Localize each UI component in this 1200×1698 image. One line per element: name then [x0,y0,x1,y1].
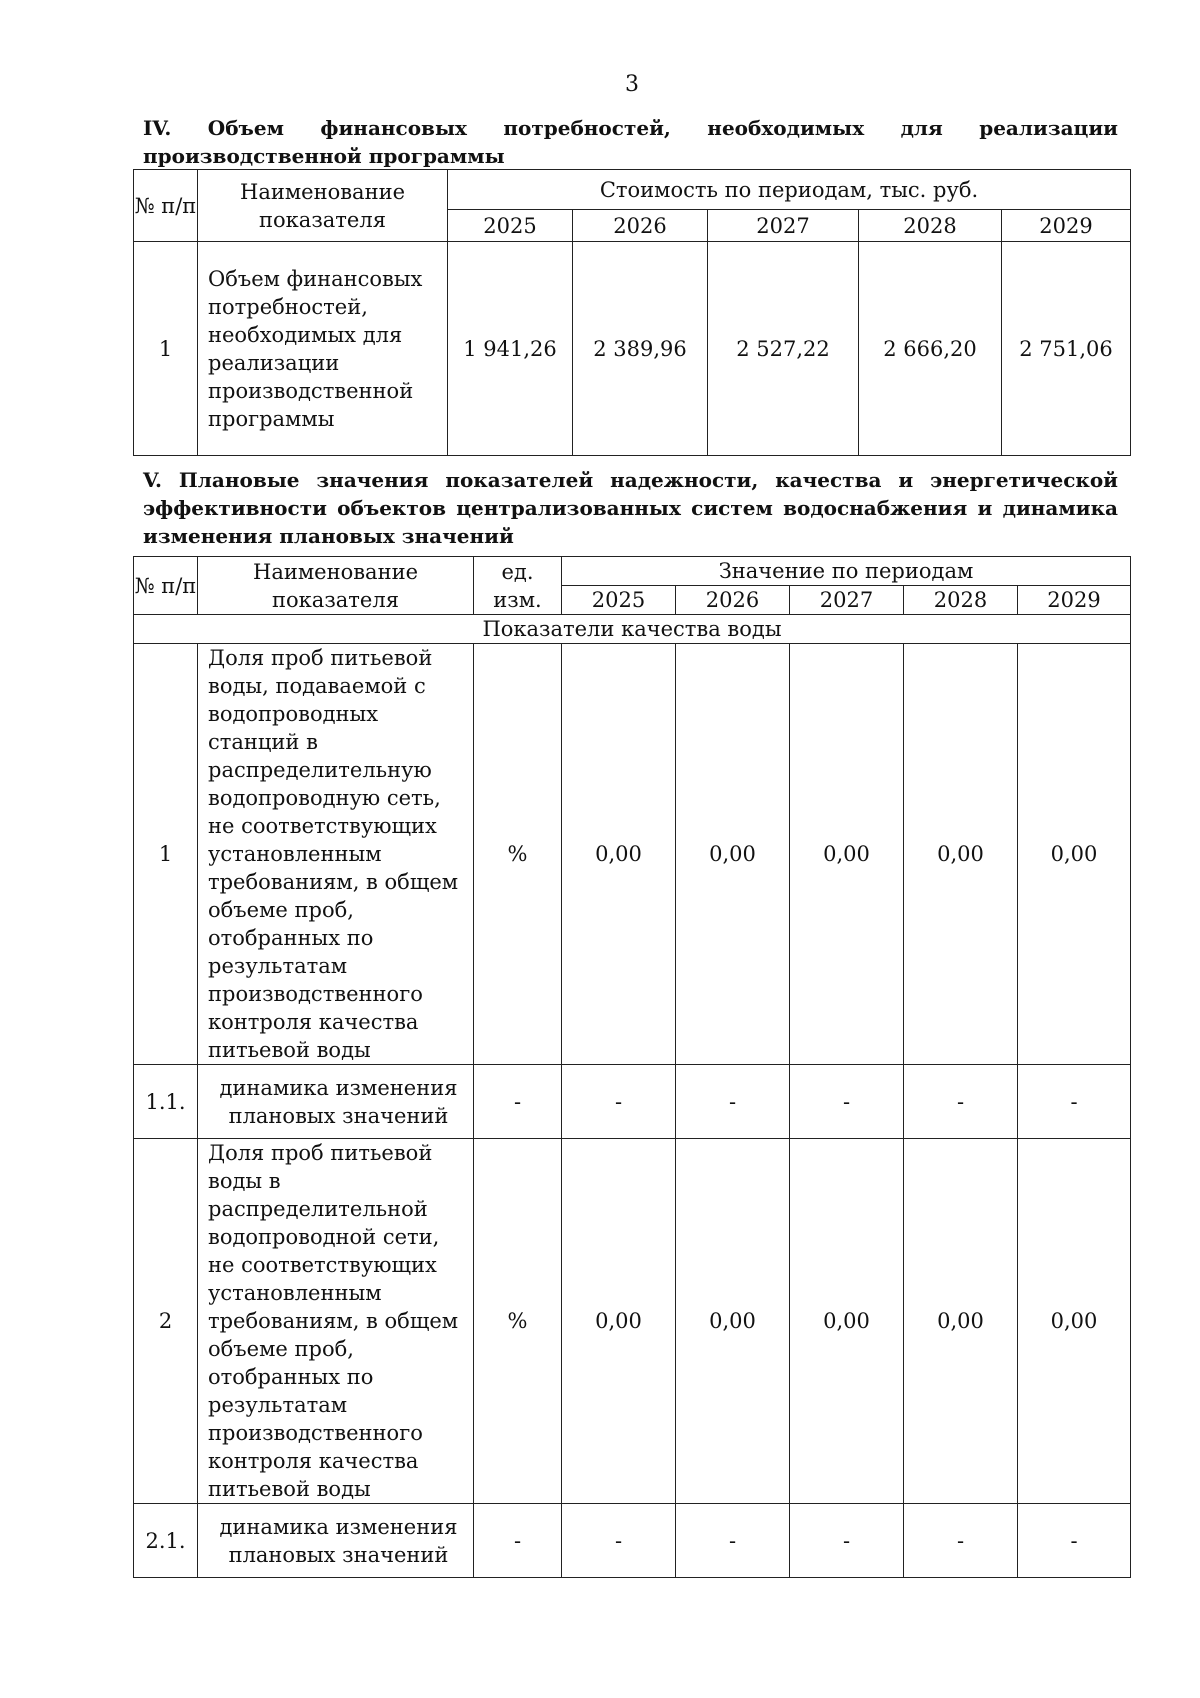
table-header-row [134,170,1131,210]
row-value: 2 751,06 [1002,242,1131,456]
row-value: 0,00 [1018,1139,1131,1504]
header-num: № п/п [134,170,198,242]
row-unit: - [474,1065,562,1139]
header-year: 2026 [676,586,790,615]
header-year: 2027 [708,210,859,242]
table-row [134,1139,1131,1504]
row-name: Объем финансовых потребностей, необходимых для реализации производственной программы [198,242,448,456]
table-row [134,644,1131,1065]
header-year: 2028 [904,586,1018,615]
row-num: 1 [134,242,198,456]
header-name: Наименование показателя [198,557,474,615]
row-value: - [790,1504,904,1578]
row-value: 0,00 [1018,644,1131,1065]
header-year: 2026 [573,210,708,242]
row-value: 0,00 [790,644,904,1065]
row-value: 2 527,22 [708,242,859,456]
row-value: 0,00 [904,1139,1018,1504]
row-value: 0,00 [562,1139,676,1504]
row-value: - [676,1504,790,1578]
row-value: 0,00 [676,1139,790,1504]
header-num: № п/п [134,557,198,615]
row-unit: - [474,1504,562,1578]
financial-needs-table [133,169,1131,456]
header-year: 2027 [790,586,904,615]
row-num: 1 [134,644,198,1065]
row-value: - [904,1065,1018,1139]
row-name: динамика изменения плановых значений [198,1065,474,1139]
table-row [134,242,1131,456]
row-num: 1.1. [134,1065,198,1139]
group-row [134,615,1131,644]
table-row [134,1065,1131,1139]
row-value: 0,00 [790,1139,904,1504]
row-num: 2.1. [134,1504,198,1578]
row-value: 2 666,20 [859,242,1002,456]
header-year: 2029 [1002,210,1131,242]
row-value: - [562,1065,676,1139]
row-value: 0,00 [676,644,790,1065]
row-value: - [562,1504,676,1578]
section-5-title: V. Плановые значения показателей надежности, качества и энергетической эффективности объектов централизованных систем водоснабжения и динамика изменения плановых значений [143,468,1118,548]
group-title: Показатели качества воды [134,615,1131,644]
row-value: - [904,1504,1018,1578]
row-value: - [1018,1504,1131,1578]
section-4-title: IV. Объем финансовых потребностей, необходимых для реализации производственной программы [143,116,1118,168]
header-year: 2025 [562,586,676,615]
header-value: Значение по периодам [562,557,1131,586]
header-name: Наименование показателя [198,170,448,242]
row-value: 1 941,26 [448,242,573,456]
header-year: 2025 [448,210,573,242]
header-year: 2028 [859,210,1002,242]
row-value: - [676,1065,790,1139]
row-value: 0,00 [562,644,676,1065]
table-header-row [134,557,1131,586]
page-number: 3 [625,72,639,97]
row-value: 2 389,96 [573,242,708,456]
row-name: Доля проб питьевой воды в распределительной водопроводной сети, не соответствующих установленным требованиям, в общем объеме проб, отобранных по результатам производственного контроля качества питьевой воды [198,1139,474,1504]
header-cost: Стоимость по периодам, тыс. руб. [448,170,1131,210]
table-row [134,1504,1131,1578]
row-num: 2 [134,1139,198,1504]
header-year: 2029 [1018,586,1131,615]
row-unit: % [474,1139,562,1504]
row-value: - [1018,1065,1131,1139]
row-value: - [790,1065,904,1139]
row-name: Доля проб питьевой воды, подаваемой с водопроводных станций в распределительную водопроводную сеть, не соответствующих установленным требованиям, в общем объеме проб, отобранных по результатам производственного контроля качества питьевой воды [198,644,474,1065]
row-unit: % [474,644,562,1065]
header-unit: ед. изм. [474,557,562,615]
row-name: динамика изменения плановых значений [198,1504,474,1578]
row-value: 0,00 [904,644,1018,1065]
quality-indicators-table [133,556,1131,1578]
